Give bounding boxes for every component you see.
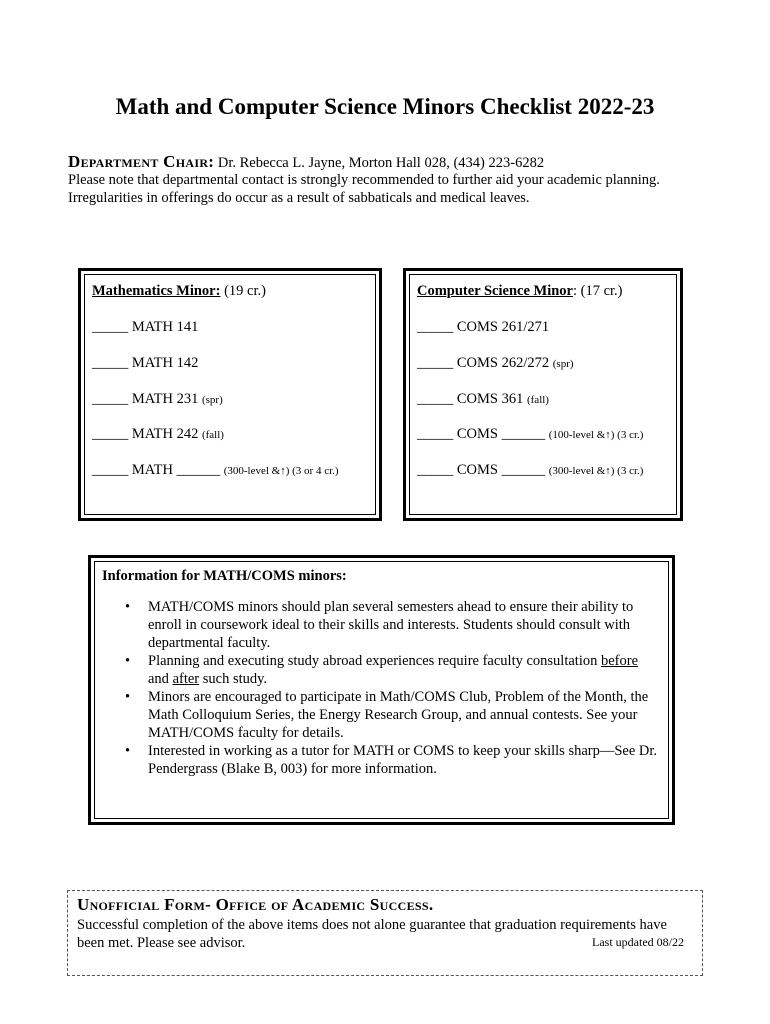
note-line-1: Please note that departmental contact is strongly recommended to further aid your academic planning. [68, 172, 660, 188]
cs-course-text: _____ COMS 361 [417, 391, 527, 407]
math-course-row [92, 462, 339, 479]
cs-course-text: _____ COMS ______ [417, 426, 549, 442]
cs-course-text: _____ COMS ______ [417, 462, 549, 478]
math-course-note: (spr) [201, 394, 223, 406]
info-list-item [107, 688, 658, 742]
cs-minor-box [403, 268, 683, 521]
cs-course-note: (300-level &↑) (3 cr.) [548, 465, 644, 477]
cs-course-note: (fall) [526, 394, 549, 406]
info-list-item [107, 598, 658, 652]
last-updated: Last updated 08/22 [592, 935, 684, 949]
bullet-icon: • [125, 653, 131, 669]
cs-course-text: _____ COMS 262/272 [417, 355, 553, 371]
info-item-text: Minors are encouraged to participate in Math/COMS Club, Problem of the Month, the Math Colloquium Series, the Energy Research Group, and annual contests. See your MATH/COMS faculty for details. [148, 689, 649, 741]
footer-box [67, 890, 703, 976]
footer-text: Successful completion of the above items does not alone guarantee that graduation requirements have been met. Please see advisor. [77, 917, 667, 951]
math-course-row [92, 355, 198, 372]
math-minor-box [78, 268, 382, 521]
math-course-text: _____ MATH 141 [92, 319, 199, 335]
math-course-text: _____ MATH 231 [92, 391, 202, 407]
bullet-icon: • [125, 743, 131, 759]
underlined-before: before [600, 653, 639, 669]
info-list-item [107, 742, 658, 778]
cs-course-row [417, 319, 549, 336]
cs-course-text: _____ COMS 261/271 [417, 319, 550, 335]
info-item-text: Planning and executing study abroad experiences require faculty consultation [148, 653, 601, 669]
cs-course-row [417, 355, 574, 372]
info-title: Information for MATH/COMS minors: [102, 568, 347, 584]
math-course-row [92, 426, 224, 443]
math-course-note: (fall) [201, 429, 224, 441]
info-list [107, 598, 658, 778]
info-item-text: such study. [199, 671, 268, 687]
math-minor-heading [92, 283, 266, 300]
info-item-text: and [148, 671, 173, 687]
cs-course-row [417, 391, 549, 408]
math-course-note: (300-level &↑) (3 or 4 cr.) [223, 465, 339, 477]
math-course-row [92, 391, 223, 408]
cs-course-note: (100-level &↑) (3 cr.) [548, 429, 644, 441]
math-course-text: _____ MATH 142 [92, 355, 199, 371]
cs-course-note: (spr) [552, 358, 574, 370]
department-chair-label: Department Chair: [68, 152, 215, 171]
cs-minor-heading [417, 283, 623, 300]
math-course-text: _____ MATH ______ [92, 462, 224, 478]
note-line-2: Irregularities in offerings do occur as a result of sabbaticals and medical leaves. [68, 190, 530, 206]
department-chair-line [68, 152, 544, 172]
cs-course-row [417, 426, 643, 443]
cs-minor-credits: : (17 cr.) [572, 283, 623, 299]
page-title: Math and Computer Science Minors Checklist 2022-23 [115, 94, 655, 119]
cs-course-row [417, 462, 643, 479]
info-item-text: Interested in working as a tutor for MATH or COMS to keep your skills sharp—See Dr. Pendergrass (Blake B, 003) for more information. [148, 743, 658, 777]
info-box [88, 555, 675, 825]
department-chair-info: Dr. Rebecca L. Jayne, Morton Hall 028, (434) 223-6282 [214, 155, 545, 171]
underlined-after: after [172, 671, 200, 687]
bullet-icon: • [125, 689, 131, 705]
info-list-item [107, 652, 658, 688]
math-minor-title: Mathematics Minor: [92, 283, 221, 299]
math-course-text: _____ MATH 242 [92, 426, 202, 442]
footer-title: Unofficial Form- Office of Academic Success. [77, 895, 434, 914]
info-item-text: MATH/COMS minors should plan several semesters ahead to ensure their ability to enroll in coursework ideal to their skills and interests. Students should consult with departmental faculty. [148, 599, 634, 651]
cs-minor-title: Computer Science Minor [417, 283, 573, 299]
bullet-icon: • [125, 599, 131, 615]
math-minor-credits: (19 cr.) [220, 283, 266, 299]
math-course-row [92, 319, 198, 336]
